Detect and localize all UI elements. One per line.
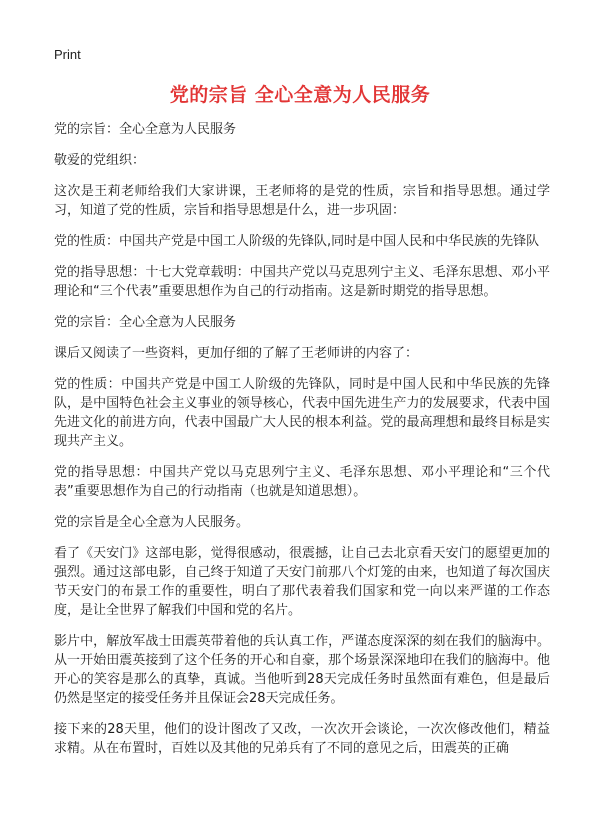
paragraph: 党的宗旨：全心全意为人民服务	[54, 122, 237, 137]
paragraph: 敬爱的党组织：	[54, 153, 146, 168]
paragraph: 接下来的28天里，他们的设计图改了又改，一次次开会谈论，一次次修改他们，精益求精。从在布置时，百姓以及其他的兄弟兵有了不同的意见之后，田震英的正确	[54, 722, 550, 756]
print-label: Print	[54, 47, 81, 62]
paragraph: 党的指导思想：十七大党章载明：中国共产党以马克思列宁主义、毛泽东思想、邓小平理论和“三个代表”重要思想作为自己的行动指南。这是新时期党的指导思想。	[54, 265, 550, 299]
paragraph: 党的性质：中国共产党是中国工人阶级的先锋队，同时是中国人民和中华民族的先锋队，是中国特色社会主义事业的领导核心，代表中国先进生产力的发展要求，代表中国先进文化的前进方向，代表中国最广大人民的根本利益。党的最高理想和最终目标是实现共产主义。	[54, 377, 550, 449]
paragraph: 这次是王莉老师给我们大家讲课，王老师将的是党的性质，宗旨和指导思想。通过学习，知道了党的性质，宗旨和指导思想是什么，进一步巩固：	[54, 184, 550, 218]
document-body	[54, 120, 550, 770]
paragraph: 党的宗旨：全心全意为人民服务	[54, 315, 237, 330]
paragraph: 影片中，解放军战士田震英带着他的兵认真工作，严谨态度深深的刻在我们的脑海中。从一开始田震英接到了这个任务的开心和自豪，那个场景深深地印在我们的脑海中。他开心的笑容是那么的真挚，真诚。当他听到28天完成任务时虽然面有难色，但是最后仍然是坚定的接受任务并且保证会28天完成任务。	[54, 634, 550, 706]
document-title: 党的宗旨 全心全意为人民服务	[169, 84, 431, 106]
paragraph: 看了《天安门》这部电影，觉得很感动，很震撼，让自己去北京看天安门的愿望更加的强烈。通过这部电影，自己终于知道了天安门前那八个灯笼的由来，也知道了每次国庆节天安门的布景工作的重要性，明白了那代表着我们国家和党一向以来严谨的工作态度，是让全世界了解我们中国和党的名片。	[54, 546, 550, 618]
paragraph: 党的指导思想：中国共产党以马克思列宁主义、毛泽东思想、邓小平理论和“三个代表”重要思想作为自己的行动指南（也就是知道思想）。	[54, 465, 550, 499]
paragraph: 课后又阅读了一些资料，更加仔细的了解了王老师讲的内容了：	[54, 346, 419, 361]
paragraph: 党的宗旨是全心全意为人民服务。	[54, 515, 250, 530]
paragraph: 党的性质：中国共产党是中国工人阶级的先锋队,同时是中国人民和中华民族的先锋队	[54, 234, 540, 249]
